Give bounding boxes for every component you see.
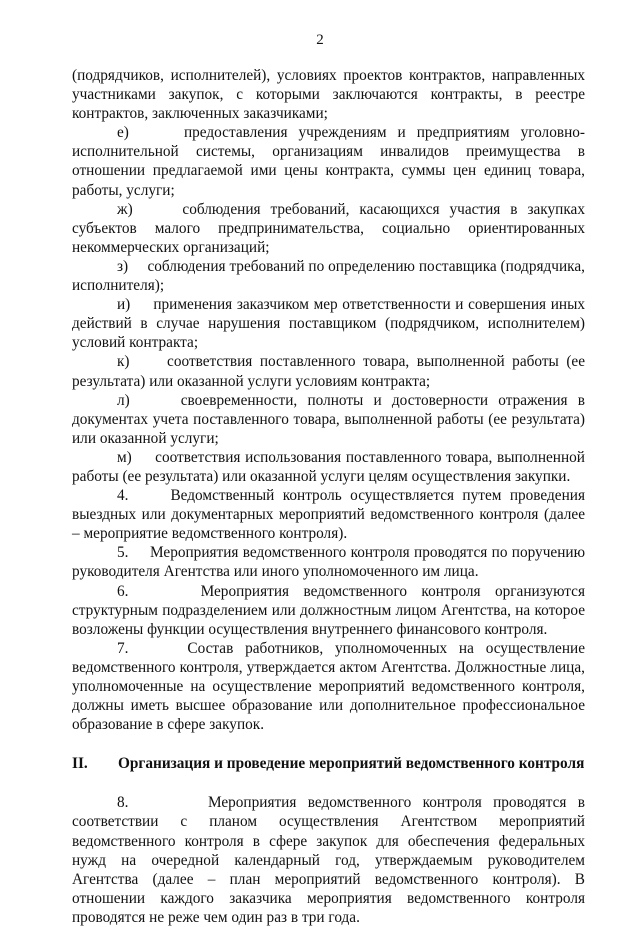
paragraph-clause-6: 6. Мероприятия ведомственного контроля организуются структурным подразделением или должностным лицом Агентства, на которое возложены функции осуществления внутреннего финансового контроля. (72, 582, 585, 638)
paragraph-item-l: л) своевременности, полноты и достоверности отражения в документах учета поставленного товара, выполненной работы (ее результата) или оказанной услуги; (72, 391, 585, 447)
paragraph-clause-8: 8. Мероприятия ведомственного контроля проводятся в соответствии с планом осуществления Агентством мероприятий ведомственного контроля в сфере закупок для обеспечения федеральных нужд на очередной календарный год, утверждаемым руководителем Агентства (далее – план мероприятий ведомственного контроля). В отношении каждого заказчика мероприятия ведомственного контроля проводятся не реже чем один раз в три года. (72, 794, 585, 926)
paragraph-clause-7: 7. Состав работников, уполномоченных на осуществление ведомственного контроля, утверждается актом Агентства. Должностные лица, уполномоченные на осуществление мероприятий ведомственного контроля, должны иметь высшее образование или дополнительное профессиональное образование в сфере закупок. (72, 639, 585, 734)
paragraph-clause-4: 4. Ведомственный контроль осуществляется путем проведения выездных или документарных мероприятий ведомственного контроля (далее – мероприятие ведомственного контроля). (72, 487, 585, 543)
paragraph-clause-5: 5. Мероприятия ведомственного контроля проводятся по поручению руководителя Агентства или иного уполномоченного им лица. (72, 544, 585, 581)
section-title: Организация и проведение мероприятий ведомственного контроля (118, 755, 585, 773)
document-body (72, 66, 585, 927)
paragraph-item-i: и) применения заказчиком мер ответственности и совершения иных действий в случае нарушения поставщиком (подрядчиком, исполнителем) условий контракта; (72, 296, 585, 352)
paragraph-item-z: з) соблюдения требований по определению поставщика (подрядчика, исполнителя); (72, 257, 585, 295)
paragraph-item-zh: ж) соблюдения требований, касающихся участия в закупках субъектов малого предпринимательства, социально ориентированных некоммерческих организаций; (72, 200, 585, 256)
paragraph-continuation: (подрядчиков, исполнителей), условиях проектов контрактов, направленных участниками закупок, с которыми заключаются контракты, в реестре контрактов, заключенных заказчиками; (72, 67, 585, 123)
paragraph-item-e: е) предоставления учреждениям и предприятиям уголовно-исполнительной системы, организациям инвалидов преимущества в отношении предлагаемой ими цены контракта, суммы цен единиц товара, работы, услуги; (72, 124, 585, 199)
paragraph-item-k: к) соответствия поставленного товара, выполненной работы (ее результата) или оказанной услуги условиям контракта; (72, 353, 585, 390)
paragraph-item-m: м) соответствия использования поставленного товара, выполненной работы (ее результата) или оказанной услуги целям осуществления закупки. (72, 448, 585, 485)
section-heading (72, 754, 585, 773)
section-number: II. (72, 755, 88, 773)
page-number: 2 (316, 32, 324, 48)
